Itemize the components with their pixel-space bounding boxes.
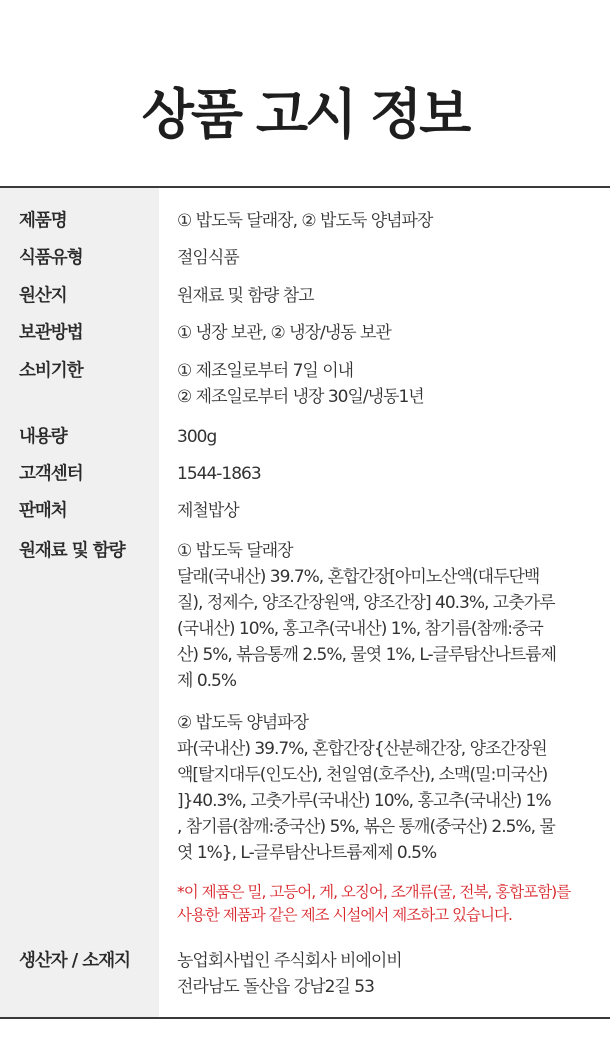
label-net-weight: 내용량 (19, 427, 67, 447)
label-product-name: 제품명 (19, 211, 67, 231)
ingredients-line: ② 밥도둑 양념파장 (177, 713, 309, 733)
label-seller: 판매처 (19, 501, 67, 521)
value-line: 농업회사법인 주식회사 비에이비 (177, 951, 402, 971)
value-ingredients-product2 (177, 710, 599, 866)
label-producer: 생산자 / 소재지 (19, 951, 131, 971)
ingredients-line: 산) 5%, 볶음통깨 2.5%, 물엿 1%, L-글루탐산나트륨제 (177, 645, 557, 665)
value-line: 300g (177, 427, 217, 447)
value-line: 1544-1863 (177, 464, 261, 484)
value-producer (177, 948, 599, 1000)
value-product-name (177, 208, 599, 234)
value-ingredients-product1 (177, 538, 599, 694)
label-column (0, 188, 159, 1017)
ingredients-line: (국내산) 10%, 홍고추(국내산) 1%, 참기름(참깨:중국 (177, 619, 543, 639)
label-food-type: 식품유형 (19, 248, 83, 268)
label-origin: 원산지 (19, 286, 67, 306)
ingredients-line: 액[탈지대두(인도산), 천일염(호주산), 소맥(밀:미국산) (177, 765, 548, 785)
ingredients-line: , 참기름(참깨:중국산) 5%, 볶은 통깨(중국산) 2.5%, 물 (177, 817, 555, 837)
value-expiry (177, 358, 599, 410)
value-seller (177, 498, 599, 524)
value-origin (177, 283, 599, 309)
ingredients-line: ]}40.3%, 고춧가루(국내산) 10%, 홍고추(국내산) 1% (177, 791, 551, 811)
page-title: 상품 고시 정보 (141, 83, 469, 146)
value-line: ① 냉장 보관, ② 냉장/냉동 보관 (177, 323, 391, 343)
value-line: ① 제조일로부터 7일 이내 (177, 361, 354, 381)
ingredients-line: ① 밥도둑 달래장 (177, 541, 293, 561)
ingredients-line: 질), 정제수, 양조간장원액, 양조간장] 40.3%, 고춧가루 (177, 593, 555, 613)
ingredients-line: 엿 1%}, L-글루탐산나트륨제제 0.5% (177, 843, 437, 863)
label-customer-center: 고객센터 (19, 464, 83, 484)
notice-line: *이 제품은 밀, 고등어, 게, 오징어, 조개류(굴, 전복, 홍합포함)를 (177, 883, 571, 901)
value-food-type (177, 245, 599, 271)
value-customer-center (177, 461, 599, 487)
ingredients-line: 달래(국내산) 39.7%, 혼합간장[아미노산액(대두단백 (177, 567, 540, 587)
ingredients-line: 제 0.5% (177, 671, 237, 691)
allergen-notice (177, 881, 597, 927)
product-info-table (0, 186, 610, 1019)
value-line: 원재료 및 함량 참고 (177, 286, 314, 306)
value-line: 제철밥상 (177, 501, 239, 521)
value-line: 절임식품 (177, 248, 239, 268)
value-line: ② 제조일로부터 냉장 30일/냉동1년 (177, 387, 424, 407)
value-storage (177, 320, 599, 346)
notice-line: 사용한 제품과 같은 제조 시설에서 제조하고 있습니다. (177, 906, 512, 924)
value-line: ① 밥도둑 달래장, ② 밥도둑 양념파장 (177, 211, 433, 231)
label-ingredients: 원재료 및 함량 (19, 541, 125, 561)
label-expiry: 소비기한 (19, 361, 83, 381)
ingredients-line: 파(국내산) 39.7%, 혼합간장{산분해간장, 양조간장원 (177, 739, 547, 759)
value-net-weight (177, 424, 599, 450)
label-storage: 보관방법 (19, 323, 83, 343)
value-line: 전라남도 돌산읍 강남2길 53 (177, 977, 374, 997)
